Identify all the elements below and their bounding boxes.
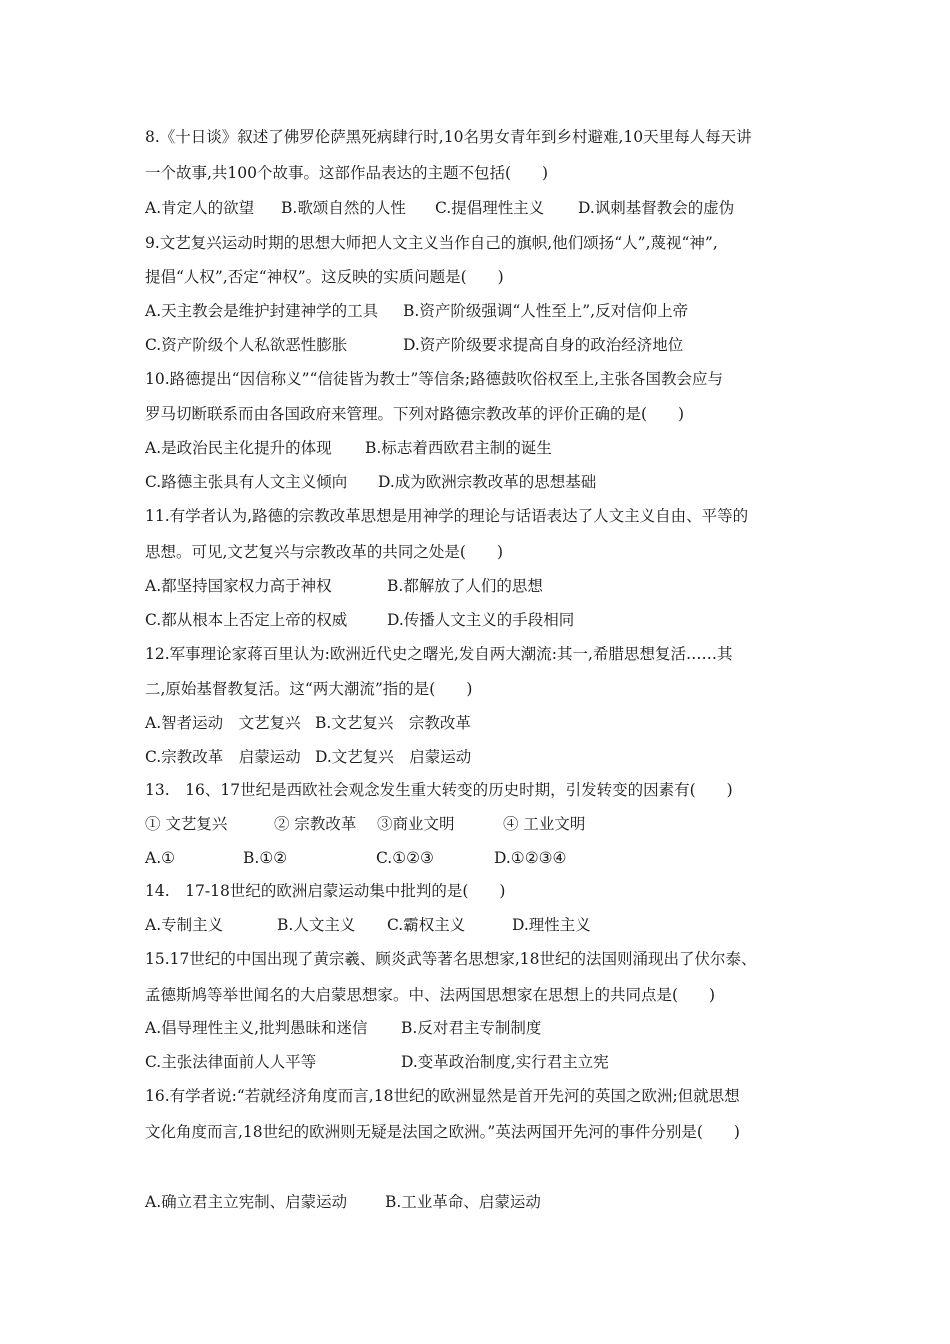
question-14-stem: 14. 17-18世纪的欧洲启蒙运动集中批判的是( ) [145,882,506,900]
question-10-stem-line-1: 10.路德提出“因信称义”“信徒皆为教士”等信条;路德鼓吹俗权至上,主张各国教会应与 [145,370,723,388]
question-10-option-b: B.标志着西欧君主制的诞生 [365,439,552,457]
question-9-options-row-1 [145,301,688,321]
question-13-item-1: ① 文艺复兴 [145,815,228,833]
question-14-option-a: A.专制主义 [145,916,224,934]
question-13-stem: 13. 16、17世纪是西欧社会观念发生重大转变的历史时期，引发转变的因素有( ) [145,781,733,799]
question-8-stem-line-2: 一个故事,共100个故事。这部作品表达的主题不包括( ) [145,164,549,182]
question-15-stem-line-2: 孟德斯鸠等举世闻名的大启蒙思想家。中、法两国思想家在思想上的共同点是( ) [145,986,716,1004]
question-14-options [145,915,591,935]
question-13-options [145,848,566,868]
question-10-stem-line-2: 罗马切断联系而由各国政府来管理。下列对路德宗教改革的评价正确的是( ) [145,405,685,423]
question-16-option-a: A.确立君主立宪制、启蒙运动 [145,1193,348,1211]
question-14-option-c: C.霸权主义 [387,916,466,934]
question-9-stem-line-2: 提倡“人权”,否定“神权”。这反映的实质问题是( ) [145,268,504,286]
question-9-option-a: A.天主教会是维护封建神学的工具 [145,302,379,320]
question-13-item-4: ④ 工业文明 [503,815,586,833]
question-15-stem-line-1: 15.17世纪的中国出现了黄宗羲、顾炎武等著名思想家,18世纪的法国则涌现出了伏尔泰、 [145,950,757,968]
question-11-option-a: A.都坚持国家权力高于神权 [145,577,332,595]
question-11-options-row-1 [145,576,543,596]
question-8-stem-line-1: 8.《十日谈》叙述了佛罗伦萨黑死病肆行时,10名男女青年到乡村避难,10天里每人每天讲 [145,128,752,146]
question-14-option-b: B.人文主义 [277,916,356,934]
question-15-option-c: C.主张法律面前人人平等 [145,1053,317,1071]
question-12-stem-line-1: 12.军事理论家蒋百里认为:欧洲近代史之曙光,发自两大潮流:其一,希腊思想复活……其 [145,645,733,663]
question-14-option-d: D.理性主义 [512,916,591,934]
question-13-item-3: ③商业文明 [377,815,455,833]
question-13-option-b: B.①② [243,849,288,867]
question-12-option-b: B.文艺复兴 宗教改革 [315,714,471,732]
question-15-option-d: D.变革政治制度,实行君主立宪 [401,1053,609,1071]
question-12-options-row-1 [145,713,471,733]
question-9-option-d: D.资产阶级要求提高自身的政治经济地位 [403,336,684,354]
question-10-option-d: D.成为欧洲宗教改革的思想基础 [378,473,597,491]
question-12-option-d: D.文艺复兴 启蒙运动 [315,748,472,766]
question-10-options-row-2 [145,472,596,492]
question-8-option-b: B.歌颂自然的人性 [281,199,406,217]
question-13-option-a: A.① [145,849,176,867]
question-16-options [145,1192,541,1212]
question-15-option-a: A.倡导理性主义,批判愚昧和迷信 [145,1019,368,1037]
question-9-options-row-2 [145,335,683,355]
question-10-options-row-1 [145,438,552,458]
question-8-option-c: C.提倡理性主义 [435,199,545,217]
question-9-stem-line-1: 9.文艺复兴运动时期的思想大师把人文主义当作自己的旗帜,他们颂扬“人”,蔑视“神”, [145,234,718,252]
question-9-option-b: B.资产阶级强调“人性至上”,反对信仰上帝 [403,302,689,320]
question-16-stem-line-2: 文化角度而言,18世纪的欧洲则无疑是法国之欧洲。”英法两国开先河的事件分别是( ) [145,1123,740,1141]
question-12-stem-line-2: 二,原始基督教复活。这“两大潮流”指的是( ) [145,680,473,698]
question-8-options [145,198,734,218]
question-13-item-2: ② 宗教改革 [274,815,357,833]
question-10-option-a: A.是政治民主化提升的体现 [145,439,332,457]
question-16-stem-line-1: 16.有学者说:“若就经济角度而言,18世纪的欧洲显然是首开先河的英国之欧洲;但就思想 [145,1087,740,1105]
question-8-option-a: A.肯定人的欲望 [145,199,255,217]
question-8-option-d: D.讽刺基督教会的虚伪 [578,199,735,217]
question-10-option-c: C.路德主张具有人文主义倾向 [145,473,348,491]
question-11-option-c: C.都从根本上否定上帝的权威 [145,611,348,629]
question-15-options-row-1 [145,1018,541,1038]
question-11-options-row-2 [145,610,574,630]
question-12-options-row-2 [145,747,471,767]
question-11-stem-line-2: 思想。可见,文艺复兴与宗教改革的共同之处是( ) [145,543,504,561]
question-11-stem-line-1: 11.有学者认为,路德的宗教改革思想是用神学的理论与话语表达了人文主义自由、平等的 [145,507,749,525]
question-16-option-b: B.工业革命、启蒙运动 [385,1193,541,1211]
question-13-option-c: C.①②③ [376,849,434,867]
question-9-option-c: C.资产阶级个人私欲恶性膨胀 [145,336,348,354]
question-15-option-b: B.反对君主专制制度 [401,1019,542,1037]
question-13-option-d: D.①②③④ [494,849,567,867]
question-11-option-d: D.传播人文主义的手段相同 [387,611,575,629]
question-12-option-a: A.智者运动 文艺复兴 [145,714,301,732]
question-15-options-row-2 [145,1052,609,1072]
question-13-items [145,814,585,834]
question-11-option-b: B.都解放了人们的思想 [387,577,543,595]
question-12-option-c: C.宗教改革 启蒙运动 [145,748,301,766]
